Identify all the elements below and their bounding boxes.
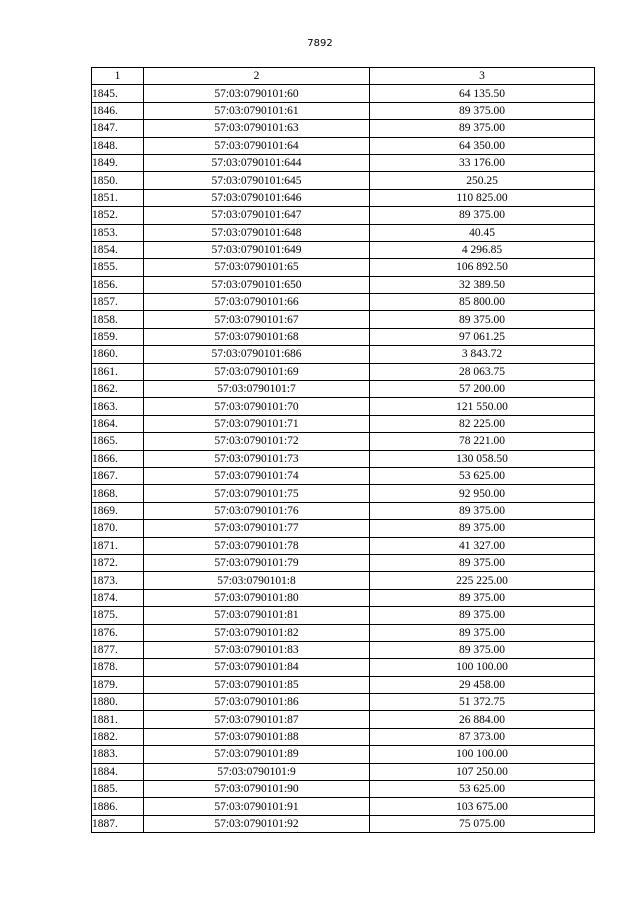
value-cell: 106 892.50 <box>370 259 595 276</box>
cadastral-number-cell: 57:03:0790101:63 <box>144 120 370 137</box>
value-cell: 57 200.00 <box>370 381 595 398</box>
value-cell: 110 825.00 <box>370 189 595 206</box>
cadastral-number-cell: 57:03:0790101:7 <box>144 381 370 398</box>
row-number-cell: 1880. <box>92 694 144 711</box>
table-row <box>92 781 595 798</box>
value-cell: 4 296.85 <box>370 241 595 258</box>
row-number-cell: 1872. <box>92 554 144 571</box>
table-row <box>92 624 595 641</box>
row-number-cell: 1857. <box>92 294 144 311</box>
row-number-cell: 1873. <box>92 572 144 589</box>
value-cell: 130 058.50 <box>370 450 595 467</box>
row-number-cell: 1870. <box>92 520 144 537</box>
value-cell: 89 375.00 <box>370 520 595 537</box>
table-row <box>92 815 595 832</box>
value-cell: 29 458.00 <box>370 676 595 693</box>
cadastral-number-cell: 57:03:0790101:87 <box>144 711 370 728</box>
table-row <box>92 467 595 484</box>
value-cell: 89 375.00 <box>370 102 595 119</box>
table-row <box>92 346 595 363</box>
row-number-cell: 1878. <box>92 659 144 676</box>
row-number-cell: 1875. <box>92 607 144 624</box>
row-number-cell: 1883. <box>92 746 144 763</box>
row-number-cell: 1852. <box>92 207 144 224</box>
row-number-cell: 1861. <box>92 363 144 380</box>
row-number-cell: 1864. <box>92 415 144 432</box>
table-row <box>92 607 595 624</box>
value-cell: 250.25 <box>370 172 595 189</box>
value-cell: 100 100.00 <box>370 746 595 763</box>
row-number-cell: 1858. <box>92 311 144 328</box>
table-row <box>92 572 595 589</box>
row-number-cell: 1862. <box>92 381 144 398</box>
table-row <box>92 641 595 658</box>
value-cell: 53 625.00 <box>370 781 595 798</box>
row-number-cell: 1871. <box>92 537 144 554</box>
value-cell: 26 884.00 <box>370 711 595 728</box>
value-cell: 41 327.00 <box>370 537 595 554</box>
cadastral-number-cell: 57:03:0790101:646 <box>144 189 370 206</box>
value-cell: 103 675.00 <box>370 798 595 815</box>
table-row <box>92 328 595 345</box>
table-header-row <box>92 68 595 85</box>
cadastral-number-cell: 57:03:0790101:76 <box>144 502 370 519</box>
cadastral-number-cell: 57:03:0790101:650 <box>144 276 370 293</box>
row-number-cell: 1877. <box>92 641 144 658</box>
row-number-cell: 1859. <box>92 328 144 345</box>
cadastral-number-cell: 57:03:0790101:65 <box>144 259 370 276</box>
value-cell: 32 389.50 <box>370 276 595 293</box>
value-cell: 92 950.00 <box>370 485 595 502</box>
table-row <box>92 398 595 415</box>
row-number-cell: 1846. <box>92 102 144 119</box>
value-cell: 89 375.00 <box>370 641 595 658</box>
value-cell: 225 225.00 <box>370 572 595 589</box>
cadastral-number-cell: 57:03:0790101:71 <box>144 415 370 432</box>
value-cell: 40.45 <box>370 224 595 241</box>
cadastral-number-cell: 57:03:0790101:648 <box>144 224 370 241</box>
header-cell-1: 1 <box>92 68 144 85</box>
table-row <box>92 381 595 398</box>
table-row <box>92 694 595 711</box>
table-row <box>92 676 595 693</box>
value-cell: 100 100.00 <box>370 659 595 676</box>
value-cell: 107 250.00 <box>370 763 595 780</box>
table-row <box>92 120 595 137</box>
cadastral-number-cell: 57:03:0790101:67 <box>144 311 370 328</box>
value-cell: 51 372.75 <box>370 694 595 711</box>
cadastral-number-cell: 57:03:0790101:647 <box>144 207 370 224</box>
row-number-cell: 1867. <box>92 467 144 484</box>
cadastral-number-cell: 57:03:0790101:91 <box>144 798 370 815</box>
value-cell: 64 350.00 <box>370 137 595 154</box>
value-cell: 97 061.25 <box>370 328 595 345</box>
row-number-cell: 1851. <box>92 189 144 206</box>
value-cell: 78 221.00 <box>370 433 595 450</box>
value-cell: 89 375.00 <box>370 207 595 224</box>
row-number-cell: 1868. <box>92 485 144 502</box>
page-number: 7892 <box>307 38 333 49</box>
cadastral-number-cell: 57:03:0790101:649 <box>144 241 370 258</box>
cadastral-number-cell: 57:03:0790101:73 <box>144 450 370 467</box>
cadastral-number-cell: 57:03:0790101:9 <box>144 763 370 780</box>
value-cell: 3 843.72 <box>370 346 595 363</box>
value-cell: 85 800.00 <box>370 294 595 311</box>
table-row <box>92 554 595 571</box>
table-row <box>92 154 595 171</box>
row-number-cell: 1886. <box>92 798 144 815</box>
cadastral-number-cell: 57:03:0790101:79 <box>144 554 370 571</box>
value-cell: 87 373.00 <box>370 728 595 745</box>
cadastral-number-cell: 57:03:0790101:75 <box>144 485 370 502</box>
value-cell: 33 176.00 <box>370 154 595 171</box>
row-number-cell: 1866. <box>92 450 144 467</box>
table-row <box>92 224 595 241</box>
row-number-cell: 1853. <box>92 224 144 241</box>
cadastral-number-cell: 57:03:0790101:68 <box>144 328 370 345</box>
row-number-cell: 1869. <box>92 502 144 519</box>
value-cell: 75 075.00 <box>370 815 595 832</box>
data-table <box>91 67 595 833</box>
header-cell-3: 3 <box>370 68 595 85</box>
row-number-cell: 1881. <box>92 711 144 728</box>
table-row <box>92 207 595 224</box>
row-number-cell: 1874. <box>92 589 144 606</box>
cadastral-number-cell: 57:03:0790101:77 <box>144 520 370 537</box>
cadastral-number-cell: 57:03:0790101:70 <box>144 398 370 415</box>
cadastral-number-cell: 57:03:0790101:645 <box>144 172 370 189</box>
row-number-cell: 1848. <box>92 137 144 154</box>
table-row <box>92 659 595 676</box>
row-number-cell: 1850. <box>92 172 144 189</box>
row-number-cell: 1849. <box>92 154 144 171</box>
value-cell: 89 375.00 <box>370 607 595 624</box>
row-number-cell: 1845. <box>92 85 144 102</box>
row-number-cell: 1887. <box>92 815 144 832</box>
table-row <box>92 172 595 189</box>
table-row <box>92 798 595 815</box>
row-number-cell: 1856. <box>92 276 144 293</box>
table-row <box>92 728 595 745</box>
cadastral-number-cell: 57:03:0790101:83 <box>144 641 370 658</box>
cadastral-number-cell: 57:03:0790101:81 <box>144 607 370 624</box>
table-row <box>92 589 595 606</box>
cadastral-number-cell: 57:03:0790101:644 <box>144 154 370 171</box>
value-cell: 89 375.00 <box>370 502 595 519</box>
cadastral-number-cell: 57:03:0790101:90 <box>144 781 370 798</box>
table-row <box>92 241 595 258</box>
row-number-cell: 1882. <box>92 728 144 745</box>
table-row <box>92 763 595 780</box>
value-cell: 89 375.00 <box>370 624 595 641</box>
cadastral-number-cell: 57:03:0790101:61 <box>144 102 370 119</box>
row-number-cell: 1884. <box>92 763 144 780</box>
cadastral-number-cell: 57:03:0790101:60 <box>144 85 370 102</box>
table-body <box>92 68 595 833</box>
header-cell-2: 2 <box>144 68 370 85</box>
table-row <box>92 520 595 537</box>
row-number-cell: 1863. <box>92 398 144 415</box>
cadastral-number-cell: 57:03:0790101:82 <box>144 624 370 641</box>
value-cell: 89 375.00 <box>370 311 595 328</box>
table-row <box>92 415 595 432</box>
row-number-cell: 1865. <box>92 433 144 450</box>
value-cell: 53 625.00 <box>370 467 595 484</box>
table-row <box>92 259 595 276</box>
row-number-cell: 1879. <box>92 676 144 693</box>
table-row <box>92 363 595 380</box>
row-number-cell: 1885. <box>92 781 144 798</box>
cadastral-number-cell: 57:03:0790101:72 <box>144 433 370 450</box>
cadastral-number-cell: 57:03:0790101:86 <box>144 694 370 711</box>
table-row <box>92 189 595 206</box>
cadastral-number-cell: 57:03:0790101:66 <box>144 294 370 311</box>
row-number-cell: 1876. <box>92 624 144 641</box>
table-row <box>92 450 595 467</box>
cadastral-number-cell: 57:03:0790101:8 <box>144 572 370 589</box>
row-number-cell: 1860. <box>92 346 144 363</box>
table-row <box>92 137 595 154</box>
value-cell: 82 225.00 <box>370 415 595 432</box>
table-row <box>92 537 595 554</box>
cadastral-number-cell: 57:03:0790101:85 <box>144 676 370 693</box>
cadastral-number-cell: 57:03:0790101:84 <box>144 659 370 676</box>
value-cell: 121 550.00 <box>370 398 595 415</box>
value-cell: 89 375.00 <box>370 589 595 606</box>
cadastral-number-cell: 57:03:0790101:64 <box>144 137 370 154</box>
table-row <box>92 433 595 450</box>
cadastral-number-cell: 57:03:0790101:69 <box>144 363 370 380</box>
row-number-cell: 1855. <box>92 259 144 276</box>
table-row <box>92 311 595 328</box>
table-row <box>92 746 595 763</box>
table-row <box>92 502 595 519</box>
table-row <box>92 276 595 293</box>
cadastral-number-cell: 57:03:0790101:686 <box>144 346 370 363</box>
value-cell: 89 375.00 <box>370 120 595 137</box>
cadastral-number-cell: 57:03:0790101:88 <box>144 728 370 745</box>
row-number-cell: 1854. <box>92 241 144 258</box>
cadastral-number-cell: 57:03:0790101:89 <box>144 746 370 763</box>
cadastral-number-cell: 57:03:0790101:78 <box>144 537 370 554</box>
table-row <box>92 294 595 311</box>
cadastral-number-cell: 57:03:0790101:80 <box>144 589 370 606</box>
table-row <box>92 711 595 728</box>
value-cell: 64 135.50 <box>370 85 595 102</box>
table-row <box>92 102 595 119</box>
table-row <box>92 85 595 102</box>
row-number-cell: 1847. <box>92 120 144 137</box>
table-row <box>92 485 595 502</box>
cadastral-number-cell: 57:03:0790101:92 <box>144 815 370 832</box>
value-cell: 89 375.00 <box>370 554 595 571</box>
value-cell: 28 063.75 <box>370 363 595 380</box>
cadastral-number-cell: 57:03:0790101:74 <box>144 467 370 484</box>
